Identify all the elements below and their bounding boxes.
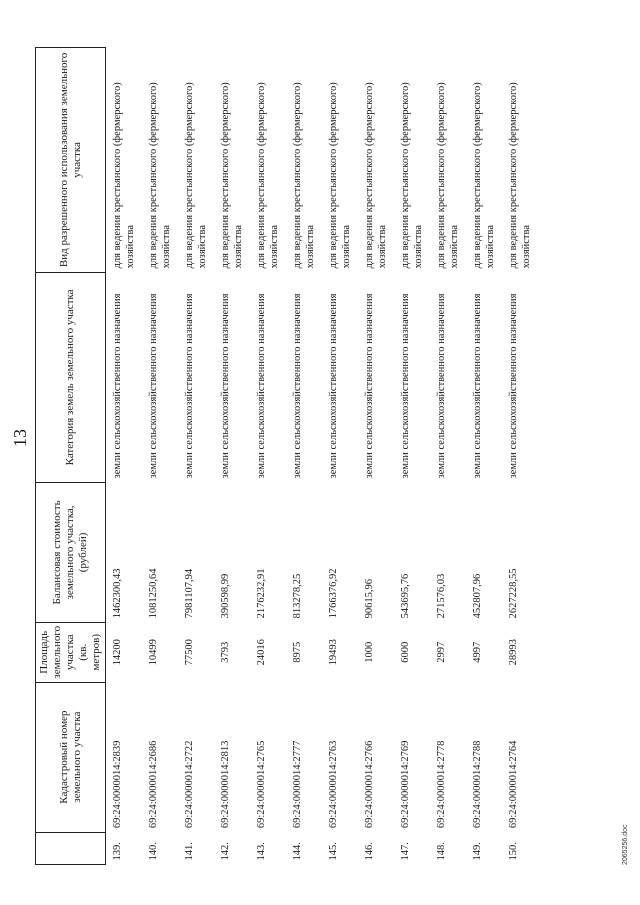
table-row (430, 47, 466, 864)
area-cell: 6000 (400, 641, 411, 663)
cadastral-number-cell: 69:24:0000014:2788 (472, 740, 483, 829)
permitted-use-cell: для ведения крестьянского (фермерского) хозяйства (508, 82, 532, 269)
row-number-cell: 146. (364, 842, 375, 861)
land-category-cell: земли сельскохозяйственного назначения (508, 293, 519, 479)
header-balance-value: Балансовая стоимость земельного участка, (рублей) (36, 482, 106, 622)
cadastral-number-cell: 69:24:0000014:2722 (184, 740, 195, 829)
row-number-cell: 149. (472, 842, 483, 861)
row-number-cell: 145. (328, 842, 339, 861)
cadastral-number-cell: 69:24:0000014:2686 (148, 740, 159, 829)
row-number-cell: 141. (184, 842, 195, 861)
header-permitted-use: Вид разрешенного использования земельного участка (36, 47, 106, 272)
area-cell: 2997 (436, 641, 447, 663)
area-cell: 1000 (364, 641, 375, 663)
header-num (36, 832, 106, 864)
cadastral-number-cell: 69:24:0000014:2813 (220, 740, 231, 829)
land-category-cell: земли сельскохозяйственного назначения (400, 293, 411, 479)
area-cell: 10499 (148, 639, 159, 666)
area-cell: 77500 (184, 639, 195, 666)
land-category-cell: земли сельскохозяйственного назначения (292, 293, 303, 479)
balance-value-cell: 1462300,43 (112, 568, 123, 619)
table-row (250, 47, 286, 864)
page-number: 13 (10, 429, 30, 447)
table-row (358, 47, 394, 864)
table-row (502, 47, 538, 864)
balance-value-cell: 7981107,94 (184, 568, 195, 619)
land-category-cell: земли сельскохозяйственного назначения (112, 293, 123, 479)
land-category-cell: земли сельскохозяйственного назначения (328, 293, 339, 479)
table-row (142, 47, 178, 864)
header-area: Площадь земельного участка (кв. метров) (36, 622, 106, 682)
land-plots-table (35, 47, 538, 865)
permitted-use-cell: для ведения крестьянского (фермерского) хозяйства (436, 82, 460, 269)
cadastral-number-cell: 69:24:0000014:2766 (364, 740, 375, 829)
land-category-cell: земли сельскохозяйственного назначения (256, 293, 267, 479)
table-header-row (36, 47, 106, 864)
row-number-cell: 147. (400, 842, 411, 861)
balance-value-cell: 1766376,92 (328, 568, 339, 619)
cadastral-number-cell: 69:24:0000014:2777 (292, 740, 303, 829)
cadastral-number-cell: 69:24:0000014:2778 (436, 740, 447, 829)
row-number-cell: 143. (256, 842, 267, 861)
balance-value-cell: 90615,96 (364, 579, 375, 619)
row-number-cell: 140. (148, 842, 159, 861)
balance-value-cell: 2627228,55 (508, 568, 519, 619)
land-category-cell: земли сельскохозяйственного назначения (472, 293, 483, 479)
cadastral-number-cell: 69:24:0000014:2763 (328, 740, 339, 829)
area-cell: 28993 (508, 639, 519, 666)
row-number-cell: 139. (112, 842, 123, 861)
table-row (214, 47, 250, 864)
row-number-cell: 144. (292, 842, 303, 861)
area-cell: 19493 (328, 639, 339, 666)
balance-value-cell: 2176232,91 (256, 568, 267, 619)
cadastral-number-cell: 69:24:0000014:2839 (112, 740, 123, 829)
balance-value-cell: 390598,99 (220, 573, 231, 619)
cadastral-number-cell: 69:24:0000014:2769 (400, 740, 411, 829)
land-category-cell: земли сельскохозяйственного назначения (364, 293, 375, 479)
row-number-cell: 148. (436, 842, 447, 861)
table-row (394, 47, 430, 864)
land-category-cell: земли сельскохозяйственного назначения (436, 293, 447, 479)
permitted-use-cell: для ведения крестьянского (фермерского) хозяйства (256, 82, 280, 269)
balance-value-cell: 452807,96 (472, 573, 483, 619)
area-cell: 8975 (292, 641, 303, 663)
document-id: 2065256.doc (622, 824, 629, 865)
table-row (178, 47, 214, 864)
permitted-use-cell: для ведения крестьянского (фермерского) хозяйства (328, 82, 352, 269)
balance-value-cell: 271576,03 (436, 573, 447, 619)
table-row (322, 47, 358, 864)
land-plots-table-wrap (35, 47, 538, 865)
balance-value-cell: 1081250,64 (148, 568, 159, 619)
permitted-use-cell: для ведения крестьянского (фермерского) хозяйства (292, 82, 316, 269)
land-category-cell: земли сельскохозяйственного назначения (220, 293, 231, 479)
permitted-use-cell: для ведения крестьянского (фермерского) хозяйства (184, 82, 208, 269)
permitted-use-cell: для ведения крестьянского (фермерского) хозяйства (112, 82, 136, 269)
cadastral-number-cell: 69:24:0000014:2765 (256, 740, 267, 829)
balance-value-cell: 813278,25 (292, 573, 303, 619)
cadastral-number-cell: 69:24:0000014:2764 (508, 740, 519, 829)
land-category-cell: земли сельскохозяйственного назначения (184, 293, 195, 479)
header-land-category: Категория земель земельного участка (36, 272, 106, 482)
row-number-cell: 150. (508, 842, 519, 861)
permitted-use-cell: для ведения крестьянского (фермерского) хозяйства (472, 82, 496, 269)
row-number-cell: 142. (220, 842, 231, 861)
balance-value-cell: 543695,76 (400, 573, 411, 619)
table-row (106, 47, 143, 864)
permitted-use-cell: для ведения крестьянского (фермерского) хозяйства (148, 82, 172, 269)
table-row (286, 47, 322, 864)
permitted-use-cell: для ведения крестьянского (фермерского) хозяйства (400, 82, 424, 269)
area-cell: 3793 (220, 641, 231, 663)
table-row (466, 47, 502, 864)
area-cell: 24016 (256, 639, 267, 666)
land-category-cell: земли сельскохозяйственного назначения (148, 293, 159, 479)
area-cell: 14200 (112, 639, 123, 666)
area-cell: 4997 (472, 641, 483, 663)
permitted-use-cell: для ведения крестьянского (фермерского) хозяйства (364, 82, 388, 269)
permitted-use-cell: для ведения крестьянского (фермерского) хозяйства (220, 82, 244, 269)
header-cadastral-number: Кадастровый номер земельного участка (36, 682, 106, 832)
table-body (106, 47, 539, 864)
